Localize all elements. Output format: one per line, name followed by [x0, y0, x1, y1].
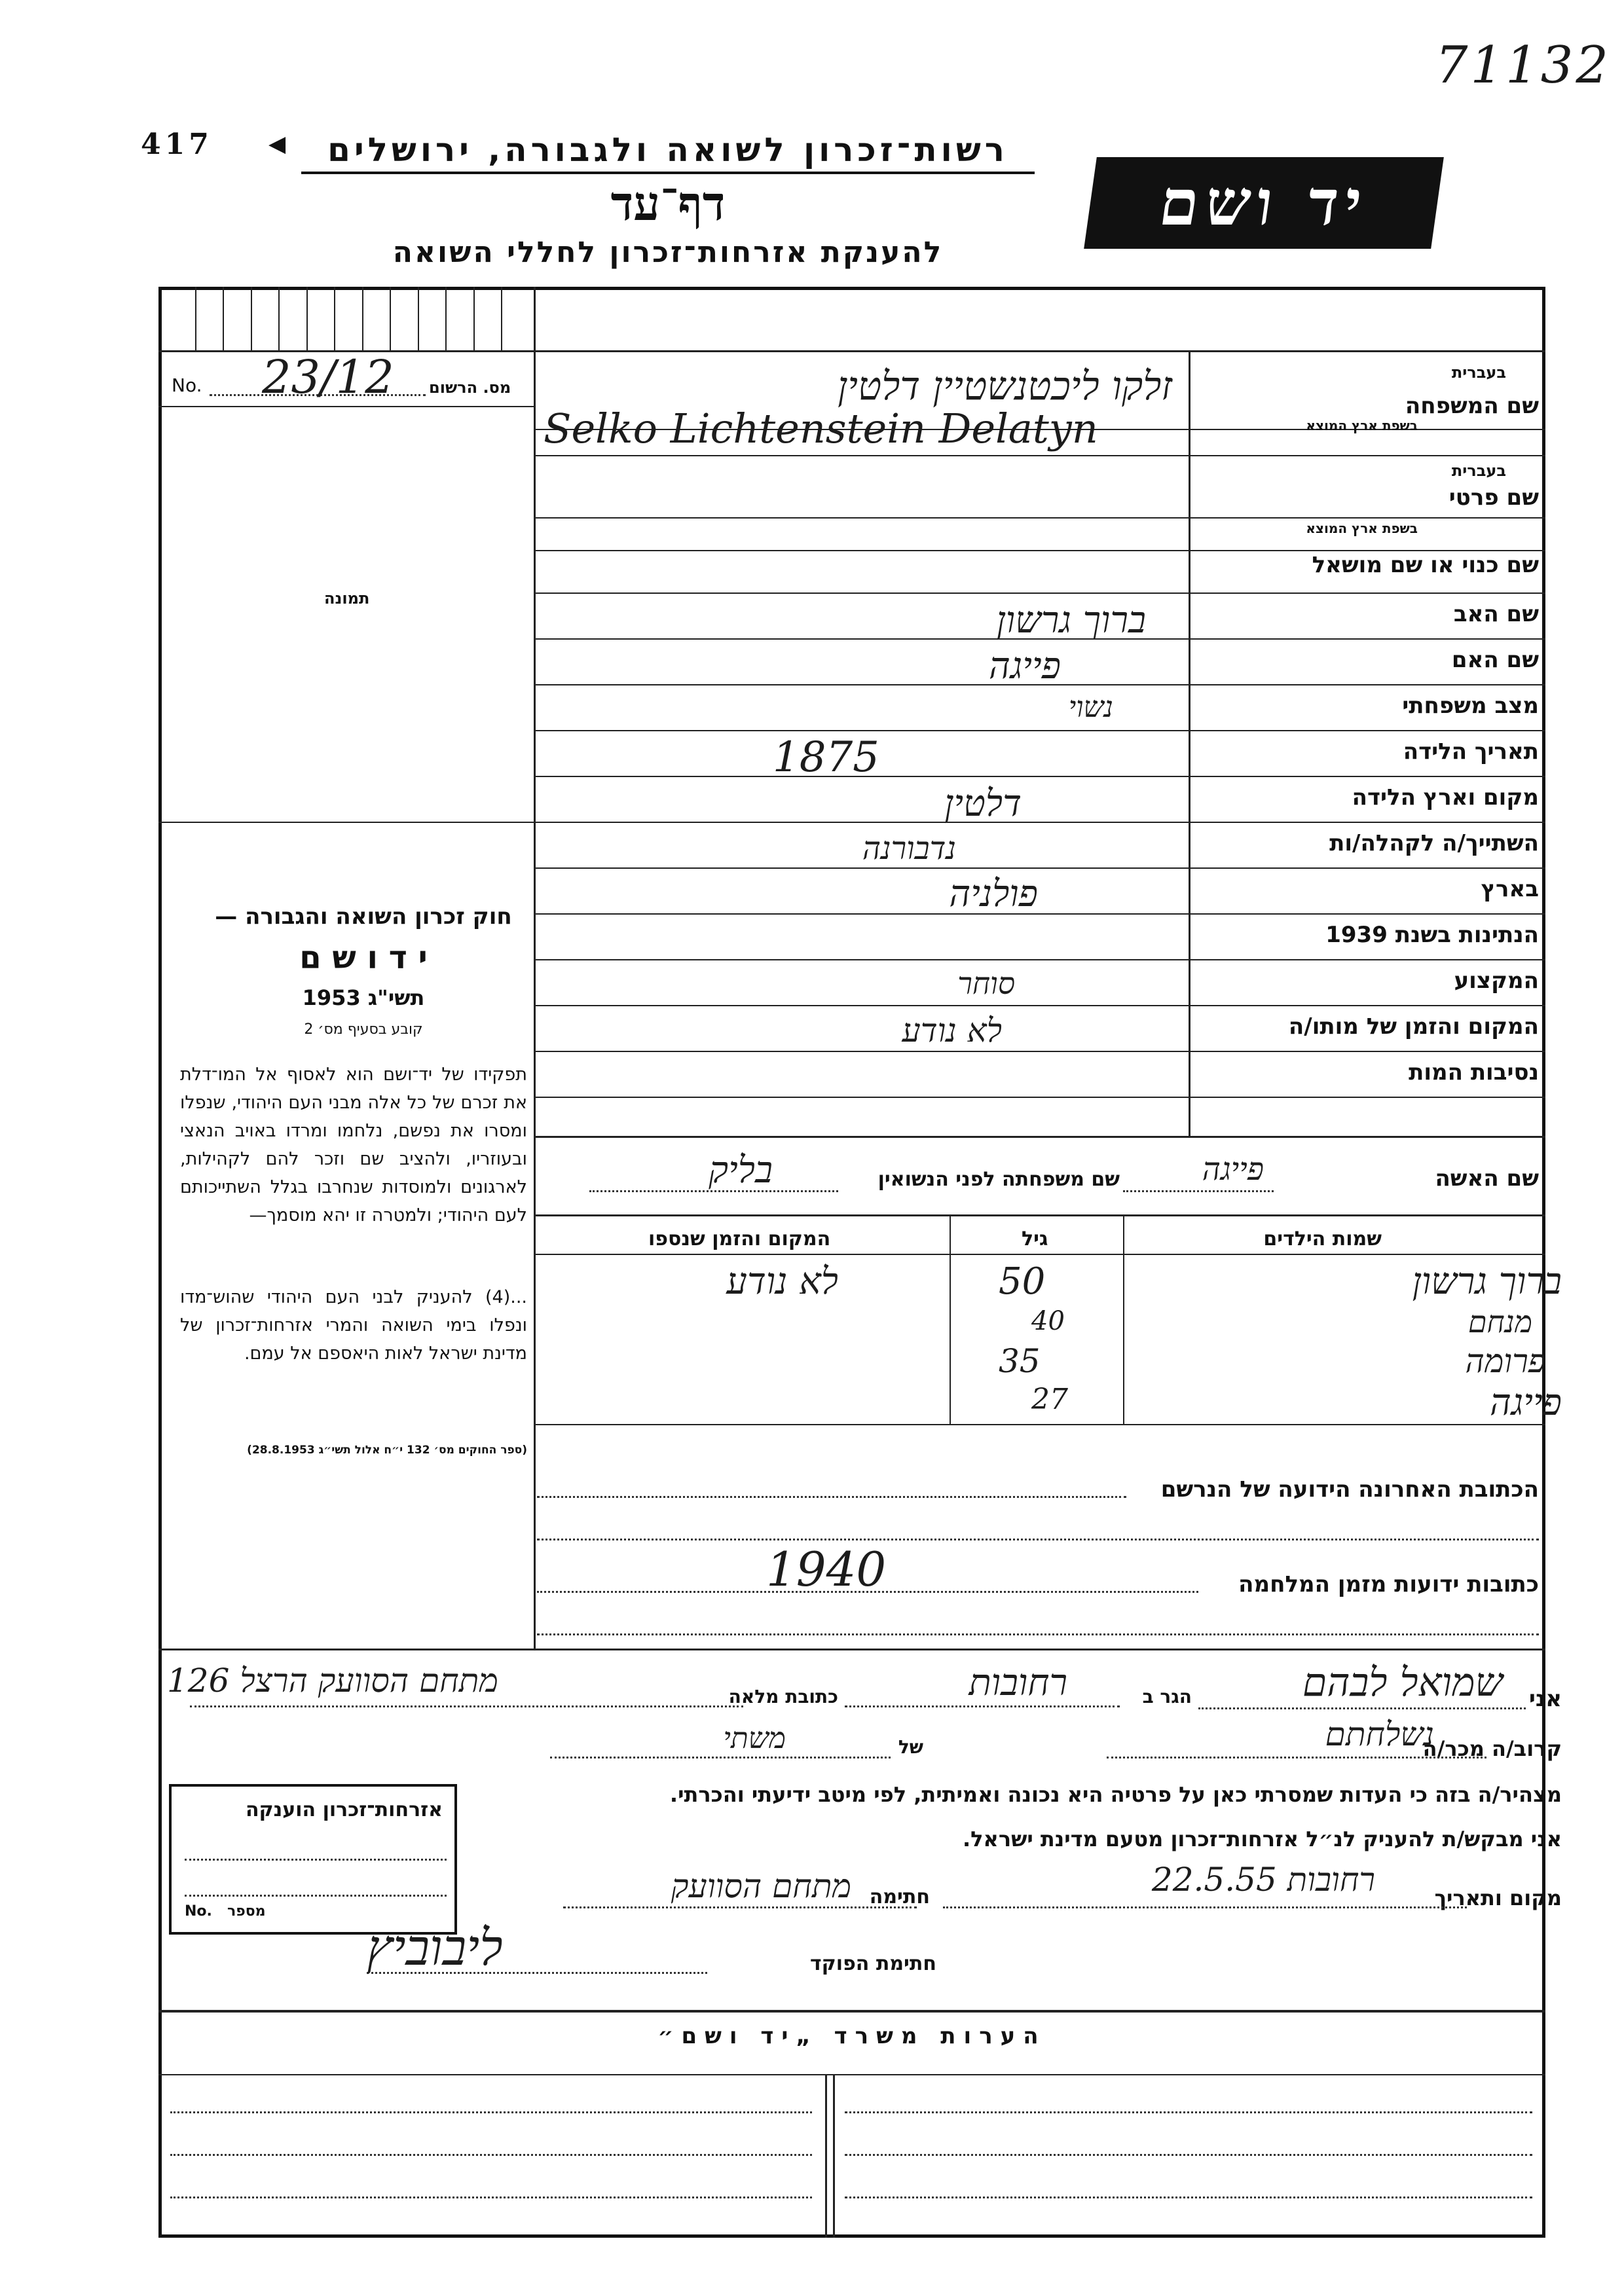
- death-cause-label: נסיבות המות: [1409, 1059, 1539, 1085]
- child-name-2: מנחם: [1467, 1304, 1532, 1339]
- law-name: י ד ו ש ם: [299, 939, 428, 976]
- photo-label: תמונה: [324, 589, 370, 608]
- request-text: אני מבקש/ת להעניק לנ״ל אזרחות־זכרון מטעם מדינת ישראל.: [963, 1827, 1562, 1851]
- birth-date-label: תאריך הלידה: [1403, 738, 1539, 765]
- nickname-label: שם כנוי או שם מושאל: [1312, 552, 1539, 578]
- mother-label: שם האם: [1451, 647, 1539, 673]
- place-date-label: מקום ותאריך: [1434, 1886, 1562, 1910]
- registration-no-label: No.: [172, 374, 202, 396]
- wife-label: שם האשה: [1435, 1165, 1539, 1192]
- profession-value: סוחר: [957, 966, 1015, 1001]
- country-value: פולניה: [949, 873, 1038, 915]
- form-title: דף־עד: [610, 175, 726, 231]
- hebrew-label-2: בעברית: [1451, 462, 1506, 480]
- profession-label: המקצוע: [1454, 968, 1539, 994]
- of-value: משתי: [723, 1722, 786, 1755]
- witness-address: מתחם הסוועק הרצל 126: [167, 1662, 498, 1700]
- birth-date-value: 1875: [773, 733, 879, 782]
- signature-label: חתימה: [869, 1886, 930, 1908]
- maiden-name: בליק: [709, 1149, 773, 1192]
- wife-name: פייגה: [1202, 1151, 1264, 1188]
- law-year: תשי"ג 1953: [302, 985, 425, 1010]
- authority-line: רשות־זכרון לשואה ולגבורה, ירושלים: [301, 131, 1035, 174]
- declaration-text: מצהיר/ה בזה כי העדות שמסרתי כאן על פרטיה היא נכונה ואמיתית, לפי מיטב ידיעתי והכרתי.: [669, 1782, 1562, 1807]
- archive-number: 71132: [1435, 36, 1611, 95]
- witness-city: רחובות: [969, 1662, 1067, 1704]
- death-place-label: המקום והזמן של מותו/ה: [1288, 1013, 1539, 1040]
- marital-status-value: נשוי: [1068, 691, 1113, 724]
- citizenship-granted-title: אזרחות־זכרון הוענקה: [245, 1798, 443, 1821]
- child-age-1: 50: [999, 1260, 1046, 1303]
- child-age-3: 35: [999, 1342, 1041, 1380]
- community-value: נדבורנה: [862, 830, 956, 867]
- children-header-age: גיל: [1022, 1228, 1048, 1250]
- last-address-label: הכתובת האחרונה הידועה של הנרשם: [1160, 1476, 1539, 1503]
- child-age-2: 40: [1031, 1306, 1065, 1336]
- yad-vashem-logo: יד ושם: [1084, 157, 1444, 249]
- death-place-value: לא נודע: [902, 1011, 1002, 1049]
- children-header-names: שמות הילדים: [1263, 1228, 1382, 1250]
- child-name-3: פרומה: [1465, 1342, 1545, 1380]
- children-header-place: המקום והזמן שנספו: [648, 1228, 831, 1250]
- citizenship-granted-box: [169, 1784, 457, 1935]
- of-label: של: [898, 1736, 923, 1758]
- witness-i-label: אני: [1528, 1686, 1562, 1712]
- relative-value: נשלחתם: [1325, 1715, 1434, 1753]
- citizenship-no-label: No.: [185, 1903, 212, 1920]
- community-label: השתייך/ה לקהלה/ות: [1329, 830, 1539, 856]
- country-label: בארץ: [1481, 876, 1539, 902]
- arrow-marker-icon: ◀: [268, 131, 286, 157]
- wartime-address-value: 1940: [766, 1542, 887, 1597]
- witness-lives-label: הגר ב: [1142, 1686, 1192, 1707]
- family-name-label: שם המשפחה: [1405, 393, 1539, 419]
- office-notes-title: הערות משרד „יד ושם״: [657, 2023, 1046, 2049]
- child-name-4: פייגה: [1489, 1381, 1562, 1424]
- witness-signature: מתחם הסוועק: [671, 1867, 851, 1905]
- child-name-1: ברוך גרשון: [1412, 1260, 1562, 1303]
- relative-label: קרוב/ה מכר/ה: [1422, 1736, 1562, 1761]
- law-text-2: ...(4) להעניק לבני העם היהודי שהוש־מדו ונפלו בימי השואה והמרי אזרחות־זכרון של מדינת ישראל לאות היאספם אל עמם.: [180, 1287, 527, 1364]
- mother-value: פייגה: [988, 645, 1061, 687]
- birth-place-label: מקום וארץ הלידה: [1352, 784, 1539, 811]
- marital-status-label: מצב משפחתי: [1402, 693, 1539, 719]
- place-date-value: רחובות 22.5.55: [1151, 1861, 1375, 1899]
- witness-name: שמואל לבהם: [1302, 1660, 1503, 1705]
- child-place-1: לא נודע: [726, 1260, 838, 1303]
- father-label: שם האב: [1453, 601, 1539, 627]
- citizenship-number-label: מספר: [227, 1903, 266, 1920]
- law-title: חוק זכרון השואה והגבורה —: [215, 903, 512, 930]
- birth-place-value: דלטין: [944, 782, 1022, 825]
- father-value: ברוך גרשון: [996, 599, 1146, 642]
- officer-signature-label: חתימת הפוקד: [810, 1952, 936, 1975]
- law-clause: קובע בסעיף מס׳ 2: [304, 1021, 423, 1038]
- law-reference: (ספר החוקים מס׳ 132 י״ח אלול תשי״ג 28.8.1953): [247, 1444, 527, 1457]
- witness-address-label: כתובת מלאה: [728, 1686, 838, 1707]
- origin-lang-label-2: בשפת ארץ המוצא: [1306, 520, 1418, 536]
- first-name-label: שם פרטי: [1449, 484, 1539, 511]
- registration-number: 23/12: [262, 350, 394, 404]
- page-number: 417: [141, 128, 213, 161]
- registration-label: מס. הרשום: [429, 378, 511, 397]
- wartime-address-label: כתובות ידועות מזמן המלחמה: [1238, 1571, 1539, 1597]
- officer-signature: ליבוביץ: [367, 1918, 503, 1977]
- family-name-latin: Selko Lichtenstein Delatyn: [544, 405, 1098, 452]
- family-name-hebrew: זלקו ליכטנשטיין דלטין: [837, 363, 1172, 409]
- form-subtitle: להענקת אזרחות־זכרון לחללי השואה: [392, 236, 944, 269]
- hebrew-label-1: בעברית: [1451, 363, 1506, 382]
- law-text-1: תפקידו של יד־ושם הוא לאסוף אל המו־דלת את זכרם של כל אלה מבני העם היהודי, שנפלו ומסרו את נפשם, נלחמו ומרדו באויב הנאצי ובעוזריו, ולהציב שם וזכר להם לקהילות, לארגונים ולמוסדות שנחרבו בגלל השתייכותם לעם היהודי; ולמטרה זו יהא מוסמך—: [180, 1065, 527, 1226]
- maiden-name-label: שם משפחתה לפני הנשואין: [877, 1168, 1120, 1191]
- child-age-4: 27: [1031, 1383, 1068, 1416]
- origin-lang-label-1: בשפת ארץ המוצא: [1306, 418, 1418, 433]
- citizenship-1939-label: הנתינות בשנת 1939: [1325, 922, 1539, 948]
